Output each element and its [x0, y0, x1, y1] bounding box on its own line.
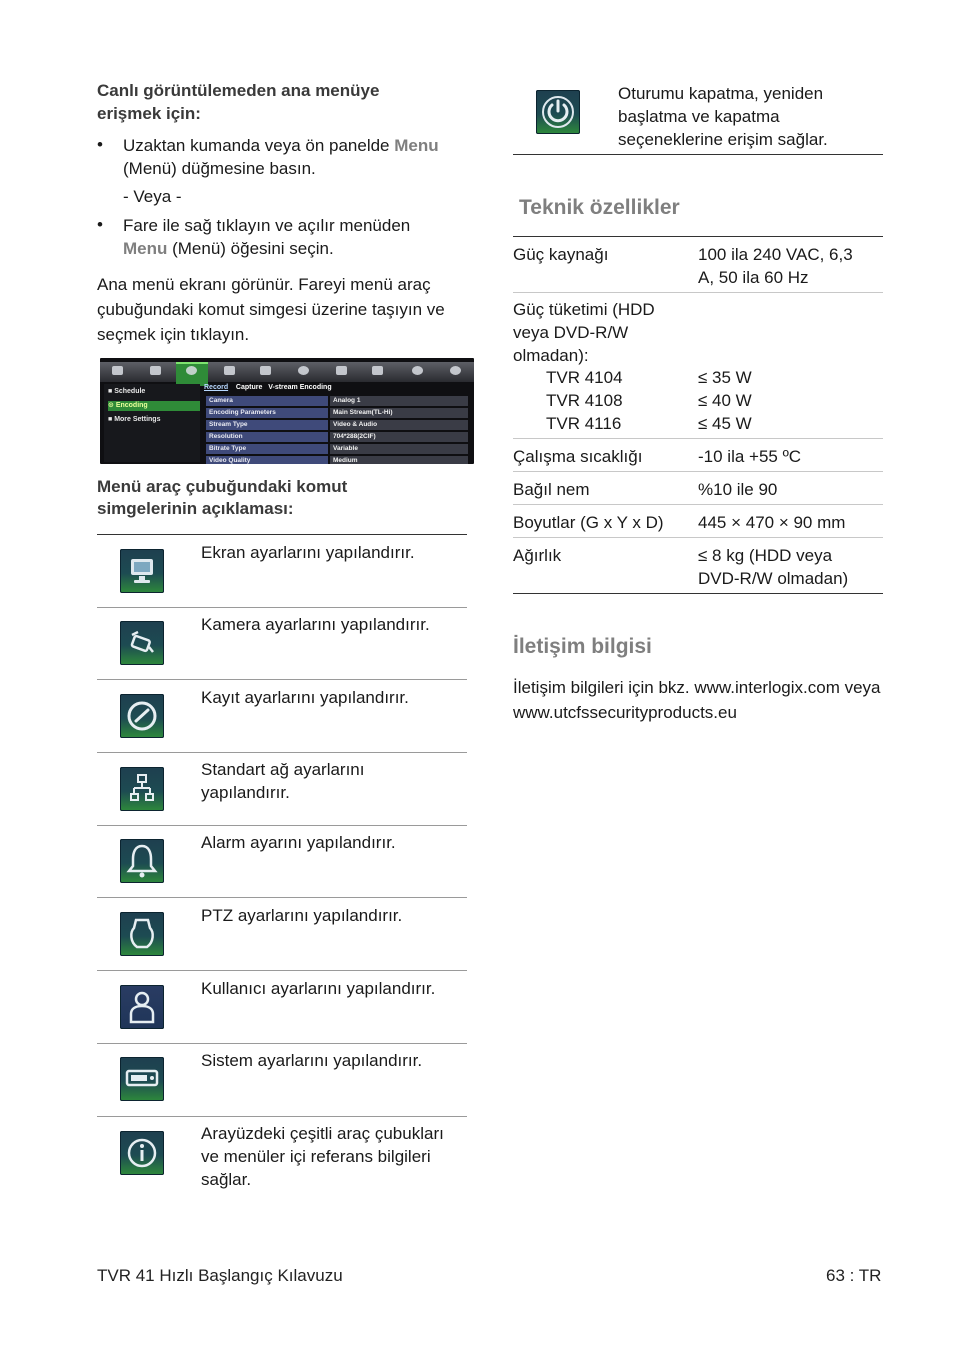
system-device-icon [120, 1057, 164, 1101]
table-row: Video Quality Medium [206, 456, 468, 464]
specs-bottom-border [513, 593, 883, 594]
table-row: Camera Analog 1 [206, 396, 468, 406]
value-tvr-4116: ≤ 45 W [698, 414, 752, 433]
spec-value-power-supply: 100 ila 240 VAC, 6,3 A, 50 ila 60 Hz [698, 245, 853, 287]
bullet-text: (Menü) öğesini seçin. [167, 239, 334, 258]
power-icon [536, 90, 580, 134]
tab-vstream: V-stream Encoding [268, 384, 332, 391]
value-tvr-4104: ≤ 35 W [698, 368, 752, 387]
spec-value-dimensions: 445 × 470 × 90 mm [698, 513, 846, 532]
bell-icon [120, 839, 164, 883]
intro-paragraph: Ana menü ekranı görünür. Fareyi menü araç çubuğundaki komut simgesi üzerine taşıyın ve seçmek için tıklayın. [97, 275, 445, 344]
user-icon [336, 366, 347, 375]
table-top-border [97, 534, 467, 535]
sidebar-item-encoding: ⊙ Encoding [108, 401, 200, 411]
row-divider [97, 897, 467, 898]
row-divider [97, 1043, 467, 1044]
tab-record: Record [204, 384, 229, 391]
system-device-icon [372, 366, 383, 375]
screenshot-sidebar [104, 384, 200, 462]
menu-keyword: Menu [123, 239, 168, 258]
row-divider [97, 1116, 467, 1117]
bullet-dot: • [97, 135, 103, 154]
table-row: Stream Type Video & Audio [206, 420, 468, 430]
row-divider [97, 607, 467, 608]
sidebar-item-schedule: ■ Schedule [108, 388, 146, 395]
command-description: PTZ ayarlarını yapılandırır. [201, 906, 403, 925]
command-description: Alarm ayarını yapılandırır. [201, 833, 396, 852]
row-divider [97, 970, 467, 971]
spec-label-weight: Ağırlık [513, 546, 562, 565]
command-description: Arayüzdeki çeşitli araç çubukları ve menüler içi referans bilgileri sağlar. [201, 1124, 444, 1189]
row-divider [97, 679, 467, 680]
command-description: Standart ağ ayarlarını yapılandırır. [201, 760, 365, 802]
info-icon [412, 366, 423, 375]
record-gauge-icon [120, 694, 164, 738]
bullet-remote-menu [123, 134, 468, 180]
main-menu-screenshot [100, 358, 474, 464]
spec-value-humidity: %10 ile 90 [698, 480, 778, 499]
row-divider [513, 471, 883, 472]
power-icon [450, 366, 461, 375]
info-icon [120, 1131, 164, 1175]
spec-value-temperature: -10 ila +55 ºC [698, 447, 802, 466]
model-tvr-4104: TVR 4104 [546, 368, 623, 387]
model-tvr-4116: TVR 4116 [546, 414, 622, 433]
table-row: Bitrate Type Variable [206, 444, 468, 454]
specs-top-border [513, 236, 883, 237]
contact-title: İletişim bilgisi [513, 635, 652, 658]
row-divider [513, 504, 883, 505]
network-icon [224, 366, 235, 375]
or-separator: - Veya - [123, 187, 182, 206]
specs-title: Teknik özellikler [519, 196, 680, 219]
monitor-icon [120, 549, 164, 593]
monitor-icon [112, 366, 123, 375]
row-divider [97, 752, 467, 753]
command-description: Kamera ayarlarını yapılandırır. [201, 615, 430, 634]
model-tvr-4108: TVR 4108 [546, 391, 623, 410]
sidebar-item-more-settings: ■ More Settings [108, 416, 161, 423]
command-description: Kullanıcı ayarlarını yapılandırır. [201, 979, 436, 998]
spec-value-weight: ≤ 8 kg (HDD veya DVD-R/W olmadan) [698, 546, 849, 588]
bell-icon [260, 366, 271, 375]
spec-label-humidity: Bağıl nem [513, 480, 590, 499]
camera-icon [120, 621, 164, 665]
contact-text: İletişim bilgileri için bkz. www.interlogix.com veya www.utcfssecurityproducts.eu [513, 678, 881, 722]
footer-title: TVR 41 Hızlı Başlangıç Kılavuzu [97, 1266, 343, 1285]
command-description: Kayıt ayarlarını yapılandırır. [201, 688, 409, 707]
page-number: 63 : TR [826, 1266, 882, 1285]
spec-label-dimensions: Boyutlar (G x Y x D) [513, 513, 664, 532]
settings-grid [206, 396, 468, 464]
spec-label-temperature: Çalışma sıcaklığı [513, 447, 643, 466]
spec-label-power-supply: Güç kaynağı [513, 245, 609, 264]
ptz-dome-icon [298, 366, 309, 375]
command-description: Ekran ayarlarını yapılandırır. [201, 543, 415, 562]
bullet-text: (Menü) düğmesine basın. [123, 159, 316, 178]
user-icon [120, 985, 164, 1029]
icons-caption: Menü araç çubuğundaki komut simgelerinin açıklaması: [97, 477, 348, 518]
power-description: Oturumu kapatma, yeniden başlatma ve kapatma seçeneklerine erişim sağlar. [618, 84, 828, 149]
power-row-border [513, 154, 883, 155]
bullet-mouse-menu [123, 214, 468, 260]
row-divider [513, 537, 883, 538]
bullet-dot: • [97, 215, 103, 234]
row-divider [513, 292, 883, 293]
camera-icon [150, 366, 161, 375]
tab-capture: Capture [235, 384, 263, 391]
table-row: Encoding Parameters Main Stream(TL-Hi) [206, 408, 468, 418]
row-divider [97, 825, 467, 826]
ptz-dome-icon [120, 912, 164, 956]
bullet-text: Fare ile sağ tıklayın ve açılır menüden [123, 216, 411, 235]
menu-keyword: Menu [394, 136, 439, 155]
screenshot-tabs [204, 384, 332, 391]
network-icon [120, 767, 164, 811]
spec-label-consumption: Güç tüketimi (HDD veya DVD-R/W olmadan): [513, 300, 655, 365]
bullet-text: Uzaktan kumanda veya ön panelde [123, 136, 395, 155]
command-description: Sistem ayarlarını yapılandırır. [201, 1051, 423, 1070]
value-tvr-4108: ≤ 40 W [698, 391, 752, 410]
record-gauge-icon [186, 366, 197, 375]
row-divider [513, 438, 883, 439]
table-row: Resolution 704*288(2CIF) [206, 432, 468, 442]
section-heading: Canlı görüntülemeden ana menüye erişmek için: [97, 81, 380, 123]
